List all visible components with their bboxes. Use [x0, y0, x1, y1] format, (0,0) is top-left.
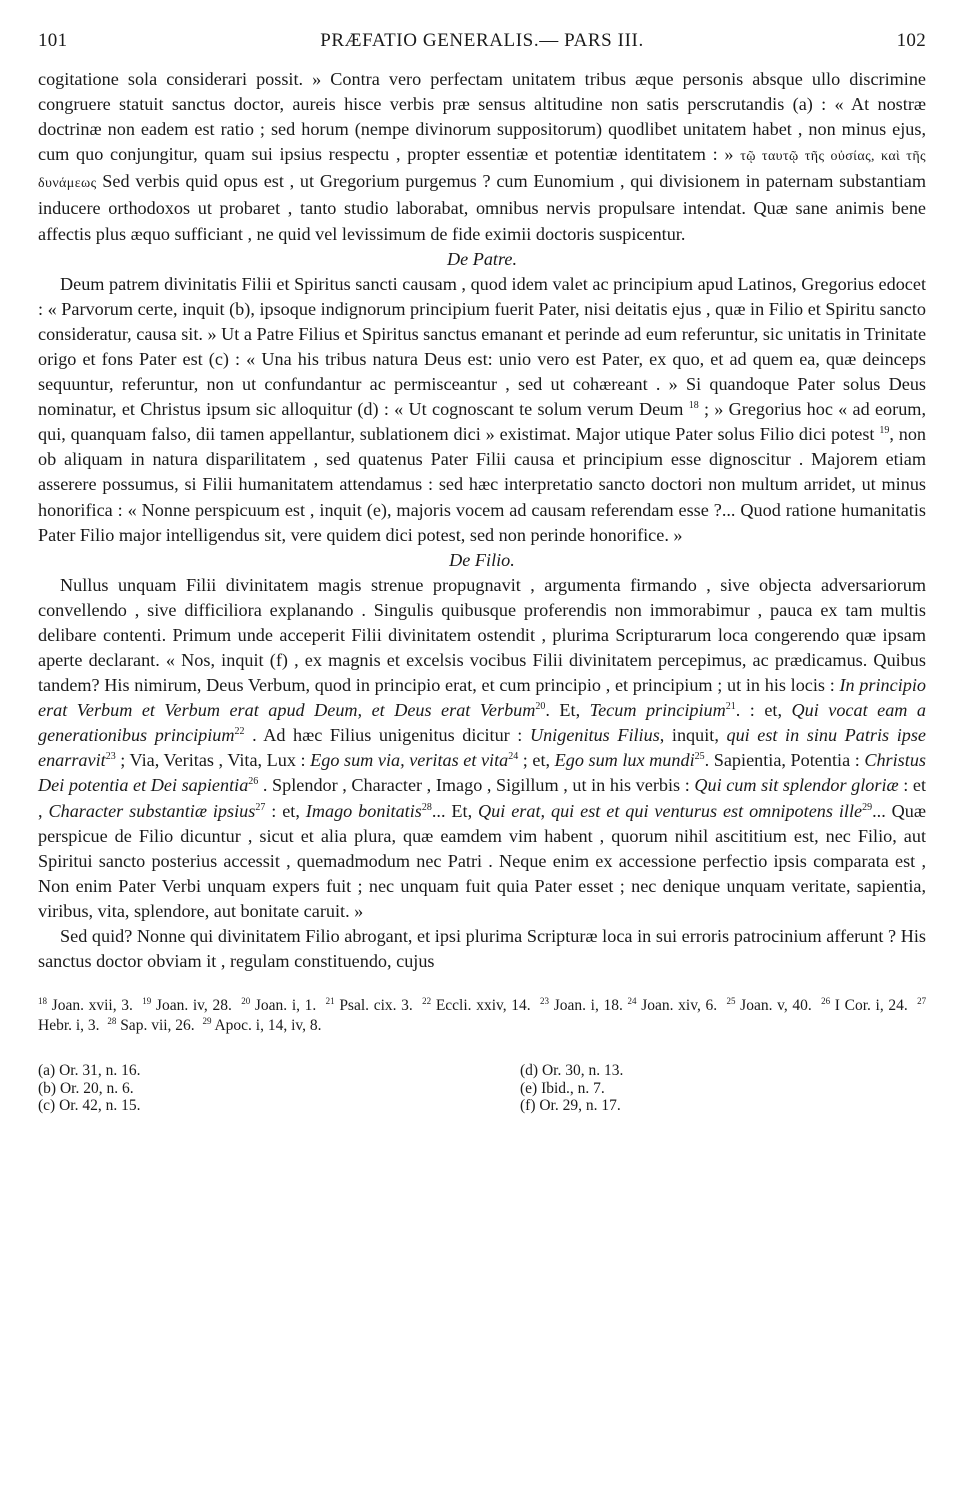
- text-run: ; Via, Veritas , Vita, Lux :: [115, 750, 311, 771]
- footnote: $^{29}$ Apoc. i, 14, iv, 8.: [202, 1016, 322, 1035]
- scripture-quote: In principio erat Verbum et Verbum erat apud Deum, et Deus erat Verbum: [38, 675, 926, 721]
- section-heading-de-filio: De Filio.: [449, 549, 515, 570]
- scripture-quote: Ego sum via, veritas et vita: [310, 750, 509, 771]
- note-ref: (c): [208, 348, 229, 369]
- running-header: [38, 30, 926, 60]
- scripture-quote: Unigenitus Filius: [529, 725, 660, 746]
- footnote: $^{25}$ Joan. v, 40.: [726, 996, 812, 1015]
- text-run: . Et,: [545, 700, 590, 721]
- paragraph-continuation: [38, 67, 926, 247]
- text-run: . Splendor , Character , Imago , Sigillum , ut in his verbis :: [258, 775, 695, 796]
- footnote: $^{23}$ Joan. i, 18.: [540, 996, 623, 1015]
- footnote: $^{18}$ Joan. xvii, 3.: [38, 996, 133, 1015]
- footnote: $^{20}$ Joan. i, 1.: [241, 996, 317, 1015]
- scripture-quote: Qui cum sit splendor gloriæ: [694, 775, 899, 796]
- section-heading-de-patre: De Patre.: [446, 248, 518, 269]
- footnote: $^{21}$ Psal. cix. 3.: [325, 996, 413, 1015]
- reference-item: (d) Or. 30, n. 13.: [520, 1062, 624, 1080]
- text-run: : « Ut cognoscant te solum verum Deum: [378, 399, 689, 420]
- text-run: . : et,: [735, 700, 792, 721]
- text-run: : et,: [265, 800, 306, 821]
- paragraph-sed-quid: Sed quid? Nonne qui divinitatem Filio abrogant, et ipsi plurima Scripturæ loca in sui erroris patrocinium afferunt ? His sanctus doctor obviam it , regulam constituendo, cujus: [38, 926, 926, 972]
- text-run: ... Quæ perspicue de Filio dicuntur , sicut et alia plura, quæ eamdem vim habent , quorum nihil ascititium est, nec Filio, aut Spiritui sancto posterius accessit , quemadmodum nec Patri . Neque enim ex accessione perfectio ipsis comparata est , Non enim Pater Verbi unquam expers fuit ; nec unquam fuit quia Pater esset ; nec denique unquam veritate, sapientia, viribus, vita, splendore, aut bonitate caruit. »: [38, 800, 927, 921]
- paragraph-de-patre: [38, 272, 926, 548]
- text-run: Sed verbis quid opus est , ut Gregorium purgemus ? cum Eunomium , qui divisionem in paternam substantiam inducere orthodoxos ut probaret , tanto studio laborabat, omnibus nervis propulsare intendat. Quæ sane animis bene affectis plus æquo sufficiant , ne quid vel levissimum de fide eximii doctoris suspicentur.: [38, 171, 926, 244]
- footnote: $^{22}$ Eccli. xxiv, 14.: [422, 996, 531, 1015]
- text-run: : « Una his tribus natura Deus est: unio vero est Pater, ex quo, et ad quem ea, quæ deinceps sequuntur, referuntur, non ut confundantur ac permisceantur , sed ut cohæreant . » Si quandoque Pater solus Deus nominatur, et Christus ipsum sic alloquitur: [38, 348, 926, 420]
- footnote: $^{27}$ Hebr. i, 3.: [38, 996, 927, 1035]
- reference-item: (c) Or. 42, n. 15.: [38, 1097, 141, 1115]
- text-run: , inquit,: [659, 725, 727, 746]
- scripture-quote: Tecum principium: [589, 700, 726, 721]
- text-run: ; » Gregorius hoc « ad eorum, qui, quanquam falso, dii tamen appellantur, sublationem dici » existimat. Major utique Pater solus Filio dici potest: [38, 399, 926, 445]
- text-run: . Sapientia, Potentia :: [704, 750, 865, 771]
- text-run: , ex magnis et excelsis vocibus Filii divinitatem percepimus, ac prædicamus. Quibus tandem? His nimirum, Deus Verbum, quod in principio erat, et cum principio , et principium ; ut in his locis :: [38, 649, 926, 696]
- scripture-quote: Character substantiæ ipsius: [48, 800, 256, 821]
- scripture-quote: Ego sum lux mundi: [554, 750, 695, 771]
- scripture-quote: Christus Dei potentia et Dei sapientia: [38, 750, 926, 796]
- page-number-right: 102: [896, 30, 926, 51]
- text-run: , ipsoque indignorum principium fuerit Pater, nisi deitatis ejus , quæ in Filio et Spiritu sancto consideratur, causa sit. » Ut a Patre Filius et Spiritus sanctus emanant et perinde ad eum referuntur, sic unitatis in Trinitate origo et fons Pater est: [38, 298, 927, 369]
- page-number-left: 101: [38, 30, 68, 51]
- page: [38, 30, 926, 1115]
- text-run: ; et,: [518, 750, 555, 771]
- note-ref: (f): [269, 649, 288, 670]
- footnote-marker: 27: [255, 801, 266, 813]
- text-run: , majoris vocem ad causam referendam esse ?... Quod ratione humanitatis Pater Filio major intelligendus sit, vere quidem dici potest, sed non perinde honorifice. »: [38, 499, 926, 545]
- note-ref: (a): [792, 94, 813, 115]
- oration-references-right: [520, 1062, 820, 1115]
- footnote-marker: 23: [105, 751, 116, 763]
- scripture-quote: Qui erat, qui est et qui venturus est omnipotens ille: [478, 800, 863, 821]
- text-run: cogitatione sola considerari possit. » Contra vero perfectam unitatem tribus æque personis absque ullo discrimine congruere statuit sanctus doctor, aureis hisce verbis præ sensus altitudine non satis perscrutandis: [38, 69, 926, 115]
- note-ref: (d): [357, 399, 379, 420]
- reference-item: (f) Or. 29, n. 17.: [520, 1097, 621, 1115]
- text-run: : « At nostræ doctrinæ non eadem est ratio ; sed horum (nempe divinorum suppositorum) quodlibet unitatem habet , non minus ejus, cum quo conjungitur, quam sui ipsius respectu , propter essentiæ et potentiæ identitatem : »: [38, 94, 927, 165]
- footnote: $^{28}$ Sap. vii, 26.: [107, 1016, 195, 1035]
- text-run: Nullus unquam Filii divinitatem magis strenue propugnavit , argumenta firmando , sive objecta adversariorum convellendo , sive difficiliora explanando . Singulis quibusque proferendis non immorabimur , pauca ex tam multis delibare contenti. Primum unde acceperit Filii divinitatem ostendit , plurima Scripturarum loca congerendo quæ ipsam aperte declarant. « Nos, inquit: [38, 574, 926, 670]
- footnote-marker: 29: [862, 801, 873, 813]
- footnote-marker: 19: [879, 425, 890, 437]
- footnote-marker: 24: [508, 751, 519, 763]
- footnote-marker: 25: [694, 751, 705, 763]
- text-run: . Ad hæc Filius unigenitus dicitur :: [244, 725, 530, 746]
- scripture-quote: Qui vocat eam a generationibus principium: [38, 700, 927, 746]
- footnote-marker: 28: [421, 801, 432, 813]
- footnote-marker: 20: [535, 701, 546, 713]
- footnote-marker: 26: [248, 776, 259, 788]
- oration-references: [38, 1062, 926, 1115]
- reference-item: (a) Or. 31, n. 16.: [38, 1062, 141, 1080]
- text-run: ... Et,: [431, 800, 479, 821]
- note-ref: (e): [366, 499, 387, 520]
- paragraph-de-filio: [38, 573, 926, 924]
- footnote: $^{26}$ I Cor. i, 24.: [821, 996, 908, 1015]
- footnote: $^{24}$ Joan. xiv, 6.: [627, 996, 718, 1015]
- scripture-quote: qui est in sinu Patris ipse enarravit: [38, 725, 927, 771]
- greek-quote: τῷ ταυτῷ τῆς οὐσίας, καὶ τῆς δυνάμεως: [38, 149, 926, 192]
- running-title: PRÆFATIO GENERALIS.— PARS III.: [320, 30, 644, 51]
- text-run: : et ,: [38, 775, 926, 821]
- scripture-quote: Imago bonitatis: [305, 800, 422, 821]
- footnote-marker: 18: [688, 400, 699, 412]
- oration-references-left: [38, 1062, 520, 1115]
- footnote-marker: 21: [725, 701, 736, 713]
- text-run: Deum patrem divinitatis Filii et Spiritus sancti causam , quod idem valet ac principium apud Latinos, Gregorius edocet : « Parvorum certe, inquit: [38, 273, 926, 319]
- reference-item: (e) Ibid., n. 7.: [520, 1079, 605, 1097]
- body-text: [38, 67, 926, 974]
- reference-item: (b) Or. 20, n. 6.: [38, 1079, 134, 1097]
- footnote: $^{19}$ Joan. iv, 28.: [142, 996, 232, 1015]
- footnote-marker: 22: [234, 726, 245, 738]
- note-ref: (b): [229, 298, 251, 319]
- text-run: , non ob aliquam in natura disparilitatem , sed quatenus Pater Filii causa et principium esse dignoscitur . Majorem etiam asserere possumus, si Filii humanitatem attendamus : sed hæc interpretatio sancto doctori non multum arridet, ut minus honorifica : « Nonne perspicuum est , inquit: [38, 424, 927, 520]
- scripture-footnotes: [38, 996, 926, 1036]
